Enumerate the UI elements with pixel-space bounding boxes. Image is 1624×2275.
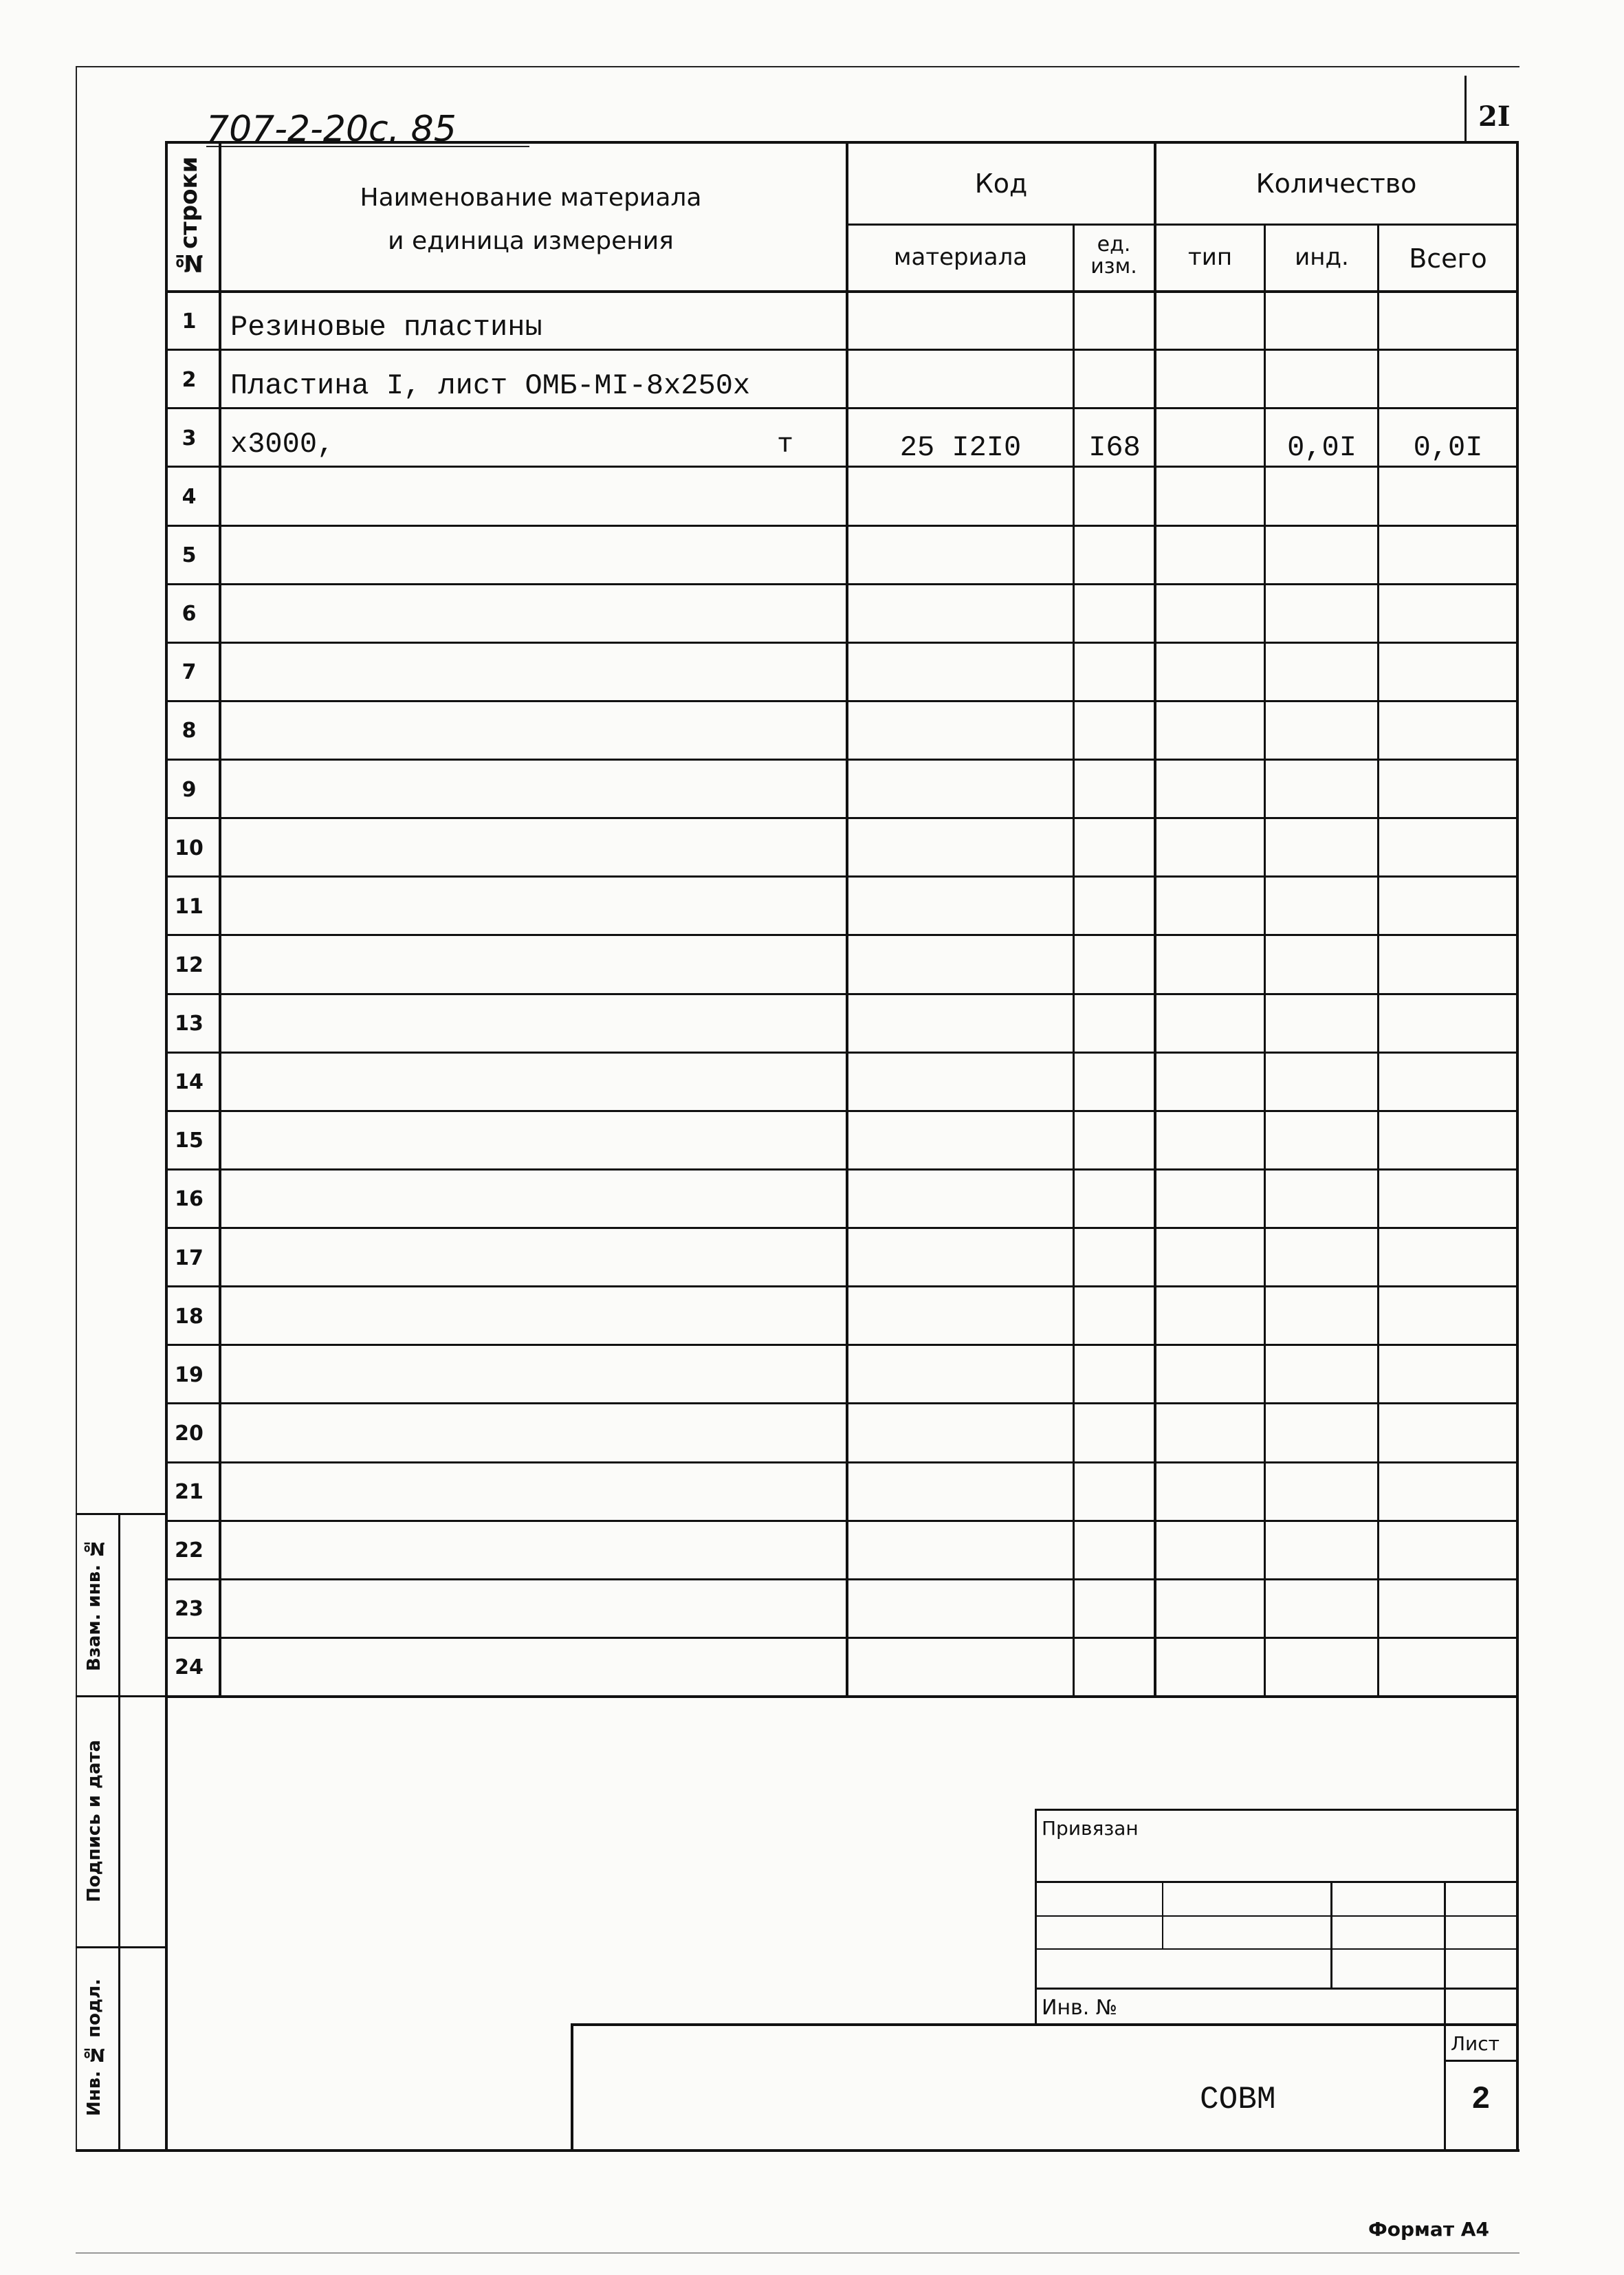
stamp-code: СОВМ	[1200, 2082, 1276, 2118]
table-top-line	[165, 141, 1516, 144]
row-number: 4	[182, 485, 197, 509]
row-separator	[165, 583, 1516, 585]
row-number: 17	[175, 1246, 204, 1270]
row-separator	[165, 875, 1516, 878]
bottom-trim-line	[76, 2252, 1519, 2254]
row-separator	[165, 1461, 1516, 1463]
row-separator	[165, 1637, 1516, 1639]
row-number: 23	[175, 1597, 204, 1621]
row-number: 12	[175, 953, 204, 977]
code-material-header: материала	[893, 243, 1028, 271]
stamp-vline-1	[1162, 1881, 1163, 1948]
stamp-privyazan: Привязан	[1042, 1817, 1139, 1840]
frame-left-line	[76, 66, 77, 2151]
row-3-total: 0,0I	[1413, 431, 1483, 464]
row-3-unit: I68	[1088, 431, 1141, 464]
row-separator	[165, 1344, 1516, 1346]
qty-ind-header: инд.	[1295, 243, 1349, 271]
row-number: 10	[175, 836, 204, 860]
row-separator	[165, 642, 1516, 644]
stamp-sheet-label: Лист	[1451, 2032, 1500, 2055]
row-3-name-unit: т	[777, 430, 794, 461]
page-corner-number: 2I	[1478, 100, 1511, 133]
row-number: 8	[182, 719, 197, 743]
row-1-name: Резиновые пластины	[230, 311, 542, 344]
stamp-vline-3	[1444, 1881, 1446, 2149]
row-separator	[165, 700, 1516, 702]
side-label-vzam-inv: Взам. инв. №	[84, 1537, 105, 1671]
header-mid-line	[846, 224, 1516, 226]
side-strip-line-3	[76, 1946, 165, 1948]
row-separator	[165, 817, 1516, 819]
qty-group-header: Количество	[1255, 168, 1417, 199]
row-separator	[165, 1402, 1516, 1404]
code-group-header: Код	[974, 168, 1028, 199]
row-3-code: 25 I2I0	[899, 431, 1022, 464]
row-separator	[165, 1285, 1516, 1287]
row-3-ind: 0,0I	[1287, 431, 1357, 464]
row-number: 9	[182, 778, 197, 802]
row-separator	[165, 407, 1516, 409]
side-strip-line-2	[76, 1695, 165, 1697]
frame-bottom-line	[76, 2149, 1519, 2152]
row-separator	[165, 1168, 1516, 1171]
name-col-header-line2: и единица измерения	[388, 227, 674, 255]
sheet-label-line	[1444, 2060, 1516, 2062]
stamp-vline-2	[1330, 1881, 1332, 1988]
row-separator	[165, 1578, 1516, 1580]
qty-total-header: Всего	[1409, 243, 1487, 274]
row-number: 19	[175, 1363, 204, 1387]
doc-number: 707-2-20c. 85	[206, 109, 457, 150]
row-number: 20	[175, 1422, 204, 1446]
side-strip-inner-line	[118, 1513, 120, 2149]
row-separator	[165, 1110, 1516, 1112]
row-separator	[165, 759, 1516, 761]
row-separator	[165, 934, 1516, 936]
stamp-sheet-number: 2	[1471, 2082, 1491, 2118]
format-label: Формат А4	[1368, 2218, 1489, 2241]
row-number: 24	[175, 1655, 204, 1679]
stamp-privyazan-box	[1035, 1809, 1516, 1811]
row-number: 18	[175, 1305, 204, 1329]
col-line-3	[1073, 224, 1075, 1695]
name-col-header-line1: Наименование материала	[360, 184, 702, 212]
header-bottom-line	[165, 290, 1516, 293]
row-number: 16	[175, 1187, 204, 1211]
row-separator	[165, 525, 1516, 527]
row-separator	[165, 1520, 1516, 1522]
row-number: 22	[175, 1538, 204, 1563]
row-number-header: №строки	[175, 156, 203, 276]
row-separator	[165, 1227, 1516, 1229]
row-separator	[165, 466, 1516, 468]
row-separator	[165, 349, 1516, 351]
row-number: 6	[182, 602, 197, 626]
row-number: 15	[175, 1129, 204, 1153]
row-number: 2	[182, 368, 197, 392]
title-block-left-line	[571, 2023, 573, 2149]
row-number: 1	[182, 309, 197, 334]
row-number: 21	[175, 1480, 204, 1504]
col-line-6	[1377, 224, 1379, 1695]
side-label-podpis-data: Подпись и дата	[84, 1739, 105, 1902]
title-block-box	[571, 2023, 1516, 2026]
side-label-inv-podl: Инв. № подл.	[84, 1979, 105, 2117]
row-2-name: Пластина I, лист ОМБ-МI-8х250х	[230, 369, 751, 402]
code-unit-header: ед. изм.	[1090, 232, 1137, 279]
row-number: 13	[175, 1012, 204, 1036]
row-separator	[165, 1052, 1516, 1054]
row-number: 7	[182, 660, 197, 684]
table-bottom-line	[165, 1695, 1516, 1698]
row-3-name: х3000,	[230, 428, 335, 461]
row-number: 5	[182, 543, 197, 567]
doc-number-underline	[206, 146, 529, 147]
side-strip-top-line	[76, 1513, 165, 1515]
row-number: 11	[175, 895, 204, 919]
col-line-5	[1264, 224, 1266, 1695]
row-separator	[165, 993, 1516, 995]
row-number: 3	[182, 426, 197, 450]
frame-right-line	[1516, 141, 1519, 2149]
stamp-inv-no: Инв. №	[1042, 1996, 1118, 2020]
qty-type-header: тип	[1187, 243, 1233, 271]
row-number: 14	[175, 1070, 204, 1094]
